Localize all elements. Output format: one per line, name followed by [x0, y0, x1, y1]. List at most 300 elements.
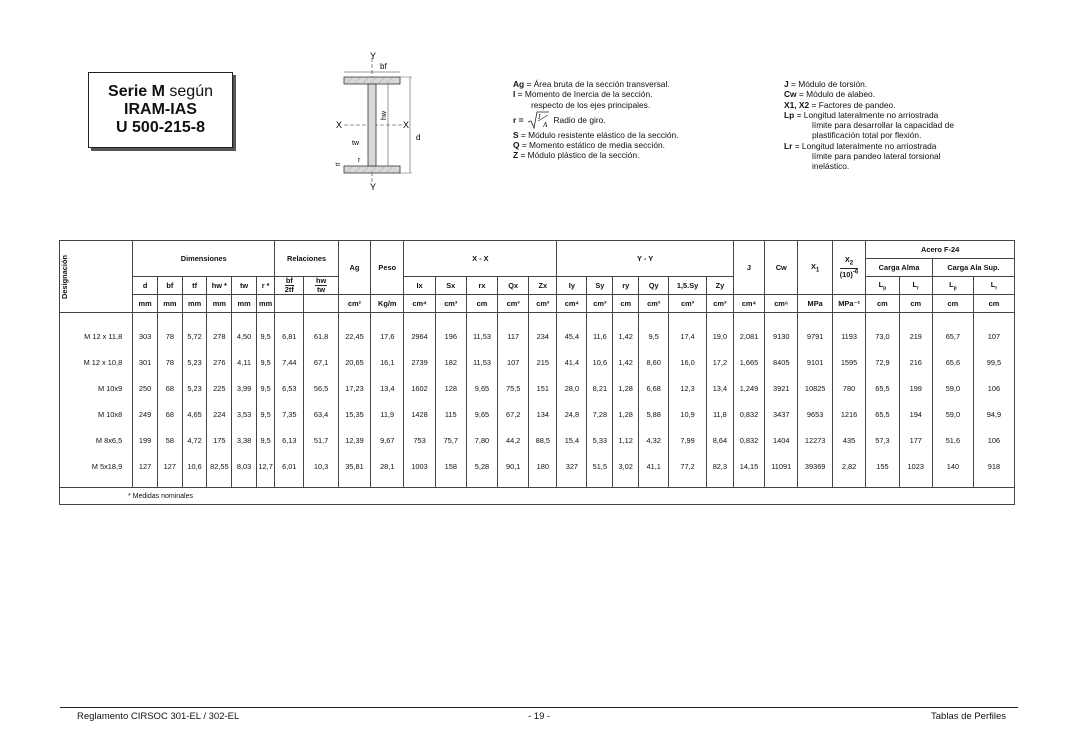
- unit-cell: cm³: [435, 295, 466, 313]
- table-cell: 16,0: [669, 349, 707, 375]
- diagram-x-right-label: X: [403, 120, 410, 130]
- col-rel: [275, 277, 304, 295]
- table-cell: 1,249: [733, 375, 764, 401]
- table-cell: 7,35: [275, 401, 304, 427]
- table-cell: 15,4: [557, 427, 587, 453]
- table-cell: 1216: [832, 401, 865, 427]
- table-cell: 6,81: [275, 323, 304, 349]
- legend-left-symbol: Q: [513, 140, 520, 151]
- spacer-cell: [587, 313, 613, 324]
- spacer-cell: [256, 313, 274, 324]
- spacer-cell: [157, 313, 182, 324]
- diagram-tf-label: tf: [336, 162, 342, 166]
- col-peso: Peso: [371, 241, 404, 295]
- spacer-cell: [733, 479, 764, 488]
- group-acero-f24: Acero F-24: [866, 241, 1015, 259]
- legend-right-text: plastificación total por flexión.: [812, 130, 922, 141]
- col-j: J: [733, 241, 764, 295]
- col-l: [973, 277, 1014, 295]
- table-cell: 7,80: [466, 427, 497, 453]
- table-cell: 9,5: [256, 323, 274, 349]
- table-cell: 5,88: [639, 401, 669, 427]
- table-cell: 65,7: [932, 323, 973, 349]
- x2-label: $\frac{X_2}{(10)^{-6}}$: [839, 255, 859, 279]
- table-cell: 78: [157, 349, 182, 375]
- table-cell: 5,23: [182, 375, 207, 401]
- diagram-d-label: d: [416, 133, 421, 142]
- table-cell: 14,15: [733, 453, 764, 479]
- table-cell: 216: [899, 349, 932, 375]
- table-cell: 65,6: [932, 349, 973, 375]
- col-rel: [304, 277, 338, 295]
- spacer-cell: [304, 313, 338, 324]
- table-cell: 115: [435, 401, 466, 427]
- table-cell: 9,5: [256, 427, 274, 453]
- spacer-cell: [832, 479, 865, 488]
- spacer-cell: [338, 313, 370, 324]
- table-cell: 1404: [765, 427, 798, 453]
- table-cell: 250: [133, 375, 158, 401]
- col-yy: Sy: [587, 277, 613, 295]
- table-cell: 276: [207, 349, 232, 375]
- table-cell: 151: [529, 375, 557, 401]
- footer-rule: [60, 707, 1018, 708]
- group-relaciones: Relaciones: [275, 241, 339, 277]
- profile-designation: M 8x6,5: [60, 427, 133, 453]
- table-cell: 0,832: [733, 427, 764, 453]
- table-cell: 41,1: [639, 453, 669, 479]
- profile-designation: M 5x18,9: [60, 453, 133, 479]
- col-ag: Ag: [338, 241, 370, 295]
- spacer-row: [60, 313, 1015, 324]
- table-cell: 8,21: [587, 375, 613, 401]
- spacer-cell: [866, 313, 899, 324]
- table-cell: 3921: [765, 375, 798, 401]
- spacer-cell: [498, 313, 529, 324]
- spacer-cell: [798, 313, 832, 324]
- table-cell: 6,01: [275, 453, 304, 479]
- table-cell: 1,28: [613, 401, 639, 427]
- table-cell: 1,42: [613, 323, 639, 349]
- table-cell: 10,3: [304, 453, 338, 479]
- header-row-columns: [60, 277, 1015, 295]
- table-cell: 175: [207, 427, 232, 453]
- table-cell: 24,8: [557, 401, 587, 427]
- table-cell: 11091: [765, 453, 798, 479]
- unit-cell: mm: [133, 295, 158, 313]
- spacer-cell: [371, 479, 404, 488]
- table-cell: 194: [899, 401, 932, 427]
- table-cell: 82,55: [207, 453, 232, 479]
- legend-left-row: [513, 110, 753, 130]
- table-cell: 177: [899, 427, 932, 453]
- table-cell: 68: [157, 375, 182, 401]
- table-cell: 11,53: [466, 323, 497, 349]
- col-l: [866, 277, 899, 295]
- legend-right-symbol: X1, X2: [784, 99, 810, 110]
- table-cell: 5,23: [182, 349, 207, 375]
- table-cell: 106: [973, 375, 1014, 401]
- spacer-cell: [60, 479, 133, 488]
- table-cell: 20,65: [338, 349, 370, 375]
- spacer-cell: [275, 479, 304, 488]
- unit-cell: mm: [157, 295, 182, 313]
- table-cell: 1023: [899, 453, 932, 479]
- table-cell: 10825: [798, 375, 832, 401]
- table-cell: 51,6: [932, 427, 973, 453]
- unit-cell: mm: [232, 295, 257, 313]
- legend-left-row: [513, 89, 753, 99]
- table-row: [60, 323, 1015, 349]
- table-cell: 19,0: [706, 323, 733, 349]
- spacer-cell: [404, 479, 435, 488]
- table-cell: 7,28: [587, 401, 613, 427]
- table-cell: 3,02: [613, 453, 639, 479]
- table-cell: 106: [973, 427, 1014, 453]
- table-cell: 4,50: [232, 323, 257, 349]
- table-cell: 10,6: [587, 349, 613, 375]
- table-cell: 327: [557, 453, 587, 479]
- table-cell: 5,28: [466, 453, 497, 479]
- legend-right-symbol: Cw: [784, 89, 797, 100]
- table-cell: 28,1: [371, 453, 404, 479]
- legend-right-text: límite para pandeo lateral torsional: [812, 151, 941, 162]
- col-yy: Iy: [557, 277, 587, 295]
- table-cell: 9,5: [256, 349, 274, 375]
- footer-left: Reglamento CIRSOC 301-EL / 302-EL: [77, 711, 240, 722]
- spacer-cell: [973, 313, 1014, 324]
- legend-right-row: [784, 130, 984, 140]
- table-cell: 94,9: [973, 401, 1014, 427]
- spacer-cell: [932, 313, 973, 324]
- spacer-cell: [765, 479, 798, 488]
- spacer-cell: [435, 313, 466, 324]
- table-cell: 12273: [798, 427, 832, 453]
- table-cell: 4,11: [232, 349, 257, 375]
- header-row-units: [60, 295, 1015, 313]
- unit-cell: cm⁴: [733, 295, 764, 313]
- spacer-cell: [232, 479, 257, 488]
- table-cell: 278: [207, 323, 232, 349]
- legend-right-text: = Módulo de alabeo.: [798, 89, 876, 100]
- unit-cell: MPa: [798, 295, 832, 313]
- table-cell: 12,39: [338, 427, 370, 453]
- l-col-label: $L_r$: [990, 279, 998, 292]
- unit-cell: cm³: [639, 295, 669, 313]
- spacer-cell: [182, 479, 207, 488]
- table-cell: 128: [435, 375, 466, 401]
- table-cell: 22,45: [338, 323, 370, 349]
- unit-cell: cm: [466, 295, 497, 313]
- col-cw: Cw: [765, 241, 798, 295]
- table-cell: 2964: [404, 323, 435, 349]
- table-cell: 63,4: [304, 401, 338, 427]
- table-cell: 1,42: [613, 349, 639, 375]
- table-cell: 1193: [832, 323, 865, 349]
- table-row: [60, 427, 1015, 453]
- table-cell: 59,0: [932, 401, 973, 427]
- legend-right-row: [784, 120, 984, 130]
- table-cell: 3437: [765, 401, 798, 427]
- legend-left-text: = Área bruta de la sección transversal.: [526, 79, 670, 89]
- table-row: [60, 375, 1015, 401]
- table-cell: 17,23: [338, 375, 370, 401]
- legend-left-text: = Momento estático de media sección.: [521, 140, 665, 151]
- table-cell: 17,4: [669, 323, 707, 349]
- table-cell: 8,03: [232, 453, 257, 479]
- spacer-cell: [706, 479, 733, 488]
- spacer-cell: [275, 313, 304, 324]
- table-cell: 13,4: [706, 375, 733, 401]
- col-x1: [798, 241, 832, 295]
- spacer-cell: [733, 313, 764, 324]
- spacer-cell: [157, 479, 182, 488]
- table-cell: 12,7: [256, 453, 274, 479]
- legend-left-row: [513, 79, 753, 89]
- spacer-cell: [669, 479, 707, 488]
- unit-cell: cm²: [338, 295, 370, 313]
- table-cell: 12,3: [669, 375, 707, 401]
- col-xx: Qx: [498, 277, 529, 295]
- diagram-tw-label: tw: [352, 140, 359, 147]
- spacer-cell: [613, 313, 639, 324]
- group-yy: Y - Y: [557, 241, 734, 277]
- table-cell: 1,12: [613, 427, 639, 453]
- table-cell: 107: [973, 323, 1014, 349]
- table-cell: 127: [157, 453, 182, 479]
- relation-fraction: [285, 277, 294, 294]
- spacer-cell: [338, 479, 370, 488]
- unit-cell: cm³: [498, 295, 529, 313]
- legend-right-symbol: Lr: [784, 140, 793, 151]
- table-cell: 249: [133, 401, 158, 427]
- unit-cell: cm³: [669, 295, 707, 313]
- spacer-cell: [529, 479, 557, 488]
- legend-right-text: límite para desarrollar la capacidad de: [812, 120, 954, 131]
- table-cell: 11,53: [466, 349, 497, 375]
- unit-cell: cm³: [587, 295, 613, 313]
- diagram-r-label: r: [358, 157, 361, 164]
- table-cell: 8405: [765, 349, 798, 375]
- spacer-cell: [899, 313, 932, 324]
- col-yy: Zy: [706, 277, 733, 295]
- diagram-y-bottom-label: Y: [370, 182, 377, 190]
- table-cell: 5,72: [182, 323, 207, 349]
- spacer-cell: [529, 313, 557, 324]
- unit-cell: cm: [613, 295, 639, 313]
- table-cell: 1602: [404, 375, 435, 401]
- legend-left-text: Radio de giro.: [553, 114, 606, 125]
- table-cell: 59,0: [932, 375, 973, 401]
- table-cell: 753: [404, 427, 435, 453]
- group-dimensiones: Dimensiones: [133, 241, 275, 277]
- table-cell: 57,3: [866, 427, 899, 453]
- table-cell: 67,1: [304, 349, 338, 375]
- col-dim: bf: [157, 277, 182, 295]
- table-cell: 4,72: [182, 427, 207, 453]
- spacer-cell: [256, 479, 274, 488]
- table-cell: 225: [207, 375, 232, 401]
- table-cell: 51,7: [304, 427, 338, 453]
- spacer-cell: [466, 479, 497, 488]
- col-xx: Ix: [404, 277, 435, 295]
- footnote-row: [60, 488, 1015, 505]
- footnote: * Medidas nominales: [60, 488, 1015, 505]
- table-cell: 155: [866, 453, 899, 479]
- group-xx: X - X: [404, 241, 557, 277]
- table-cell: 61,8: [304, 323, 338, 349]
- col-xx: Sx: [435, 277, 466, 295]
- table-cell: 65,5: [866, 375, 899, 401]
- table-cell: 16,1: [371, 349, 404, 375]
- table-cell: 224: [207, 401, 232, 427]
- unit-cell: [304, 295, 338, 313]
- legend-left-row: [513, 140, 753, 150]
- title-line-2: IRAM-IAS: [124, 101, 197, 118]
- diagram-x-left-label: X: [336, 120, 343, 130]
- legend-right-symbol: J: [784, 79, 789, 89]
- unit-cell: cm: [932, 295, 973, 313]
- relation-fraction: [315, 277, 327, 294]
- legend-right-row: [784, 141, 984, 151]
- legend-right-row: [784, 89, 984, 99]
- header-row-groups: [60, 241, 1015, 259]
- table-cell: 158: [435, 453, 466, 479]
- spacer-cell: [706, 313, 733, 324]
- col-yy: ry: [613, 277, 639, 295]
- table-cell: 9130: [765, 323, 798, 349]
- fraction-numerator: hw: [315, 276, 327, 285]
- legend-right-text: = Longitud lateralmente no arriostrada: [794, 140, 937, 151]
- col-l: [899, 277, 932, 295]
- table-cell: 215: [529, 349, 557, 375]
- spacer-cell: [304, 479, 338, 488]
- table-cell: 435: [832, 427, 865, 453]
- table-cell: 88,5: [529, 427, 557, 453]
- col-l: [932, 277, 973, 295]
- table-cell: 7,44: [275, 349, 304, 375]
- col-x2: [832, 241, 865, 295]
- legend-right-row: [784, 100, 984, 110]
- legend-right-text: = Longitud lateralmente no arriostrada: [796, 109, 939, 120]
- unit-cell: cm⁴: [404, 295, 435, 313]
- table-cell: 780: [832, 375, 865, 401]
- table-cell: 1595: [832, 349, 865, 375]
- table-cell: 73,0: [866, 323, 899, 349]
- table-cell: 196: [435, 323, 466, 349]
- table-cell: 72,9: [866, 349, 899, 375]
- page-number: - 19 -: [528, 711, 551, 722]
- l-col-label: $L_r$: [912, 279, 919, 292]
- table-cell: 15,35: [338, 401, 370, 427]
- legend-left-text: respecto de los ejes principales.: [531, 99, 651, 110]
- table-cell: 3,53: [232, 401, 257, 427]
- diagram-hw-label: hw: [381, 111, 388, 120]
- spacer-cell: [466, 313, 497, 324]
- table-cell: 127: [133, 453, 158, 479]
- table-cell: 9653: [798, 401, 832, 427]
- table-cell: 2,82: [832, 453, 865, 479]
- series-title-box: [88, 72, 233, 148]
- table-cell: 8,64: [706, 427, 733, 453]
- table-cell: 77,2: [669, 453, 707, 479]
- unit-cell: [275, 295, 304, 313]
- spacer-cell: [133, 479, 158, 488]
- spacer-cell: [435, 479, 466, 488]
- footer-right: Tablas de Perfiles: [931, 711, 1006, 722]
- table-cell: 0,832: [733, 401, 764, 427]
- unit-cell: cm: [973, 295, 1014, 313]
- profile-designation: M 12 x 10,8: [60, 349, 133, 375]
- table-cell: 90,1: [498, 453, 529, 479]
- legend-left: [513, 79, 753, 161]
- profile-designation: M 12 x 11,8: [60, 323, 133, 349]
- table-cell: 219: [899, 323, 932, 349]
- legend-left-symbol: S: [513, 129, 519, 140]
- spacer-cell: [798, 479, 832, 488]
- table-cell: 11,8: [706, 401, 733, 427]
- spacer-cell: [639, 479, 669, 488]
- table-cell: 6,13: [275, 427, 304, 453]
- spacer-cell: [557, 313, 587, 324]
- table-cell: 45,4: [557, 323, 587, 349]
- table-cell: 5,33: [587, 427, 613, 453]
- table-cell: 1,28: [613, 375, 639, 401]
- col-dim: hw *: [207, 277, 232, 295]
- table-cell: 13,4: [371, 375, 404, 401]
- table-cell: 8,60: [639, 349, 669, 375]
- table-cell: 56,5: [304, 375, 338, 401]
- table-cell: 134: [529, 401, 557, 427]
- spacer-cell: [613, 479, 639, 488]
- svg-text:I: I: [538, 112, 541, 121]
- table-cell: 234: [529, 323, 557, 349]
- table-cell: 199: [133, 427, 158, 453]
- table-cell: 3,99: [232, 375, 257, 401]
- table-cell: 3,38: [232, 427, 257, 453]
- spacer-cell: [207, 313, 232, 324]
- i-beam-section-diagram: [330, 50, 430, 190]
- table-cell: 10,9: [669, 401, 707, 427]
- col-dim: tw: [232, 277, 257, 295]
- spacer-cell: [639, 313, 669, 324]
- legend-right-text: = Factores de pandeo.: [811, 99, 896, 110]
- spacer-cell: [765, 313, 798, 324]
- legend-left-symbol: Ag: [513, 79, 525, 89]
- table-cell: 41,4: [557, 349, 587, 375]
- table-cell: 1,665: [733, 349, 764, 375]
- table-cell: 9,5: [639, 323, 669, 349]
- spacer-cell: [232, 313, 257, 324]
- title-line-1: Serie M según: [108, 83, 213, 100]
- table-cell: 199: [899, 375, 932, 401]
- unit-cell: MPa⁻²: [832, 295, 865, 313]
- spacer-row: [60, 479, 1015, 488]
- legend-right-symbol: Lp: [784, 109, 795, 120]
- fraction-denominator: tw: [316, 285, 326, 294]
- profile-designation: M 10x8: [60, 401, 133, 427]
- legend-left-text: = Módulo resistente elástico de la sección.: [520, 129, 679, 140]
- table-cell: 11,6: [587, 323, 613, 349]
- table-cell: 2739: [404, 349, 435, 375]
- table-cell: 39369: [798, 453, 832, 479]
- legend-right-text: inelástico.: [812, 161, 850, 172]
- group-carga-ala-sup: Carga Ala Sup.: [932, 259, 1014, 277]
- table-cell: 1428: [404, 401, 435, 427]
- col-xx: rx: [466, 277, 497, 295]
- table-cell: 301: [133, 349, 158, 375]
- table-cell: 6,53: [275, 375, 304, 401]
